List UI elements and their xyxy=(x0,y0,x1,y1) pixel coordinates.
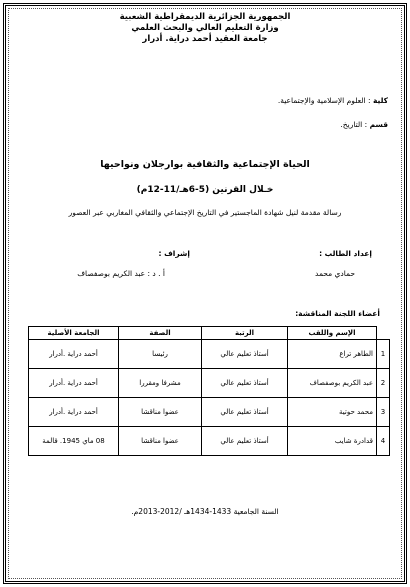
department-label: قسم xyxy=(369,120,388,129)
university-line: جامعة العقيد أحمد دراية. أدرار xyxy=(142,34,268,44)
col-header-rank: الرتبة xyxy=(202,327,288,340)
member-role: مشرفا ومقررا xyxy=(119,369,202,398)
member-university: أحمد دراية .أدرار xyxy=(29,340,119,369)
committee-header-row xyxy=(29,327,390,340)
member-name: محمد حوتية xyxy=(288,398,377,427)
table-row xyxy=(29,369,390,398)
col-header-university: الجامعة الأصلية xyxy=(29,327,119,340)
department-value: : التاريخ. xyxy=(340,120,368,129)
row-number: 4 xyxy=(377,427,390,456)
committee-label: أعضاء اللجنة المناقشة: xyxy=(295,309,380,318)
republic-line: الجمهورية الجزائرية الديمقراطية الشعبية xyxy=(119,12,291,22)
department-line xyxy=(340,120,388,129)
member-role: عضوا مناقشا xyxy=(119,398,202,427)
thesis-title: الحياة الإجتماعية والثقافية بوارجلان ونواحيها xyxy=(100,159,310,170)
supervisor-label: إشراف : xyxy=(158,249,190,258)
academic-year: السنة الجامعية 1433-1434هـ /2012-2013م. xyxy=(131,507,279,516)
num-header xyxy=(377,327,390,340)
student-name: حمادي محمد xyxy=(315,269,355,278)
col-header-role: الصفة xyxy=(119,327,202,340)
faculty-label: كلية xyxy=(372,96,388,105)
member-university: 08 ماي 1945. قالمة xyxy=(29,427,119,456)
committee-table xyxy=(28,326,390,456)
faculty-line xyxy=(278,96,388,105)
col-header-name: الإسم واللقب xyxy=(288,327,377,340)
member-rank: أستاذ تعليم عالي xyxy=(202,340,288,369)
member-name: قدادرة شايب xyxy=(288,427,377,456)
institution-header xyxy=(0,12,410,45)
faculty-value: : العلوم الإسلامية والإجتماعية. xyxy=(277,96,371,105)
member-name: الطاهر تراع xyxy=(288,340,377,369)
ministry-line: وزارة التعليم العالي والبحث العلمي xyxy=(131,23,279,33)
member-rank: أستاذ تعليم عالي xyxy=(202,427,288,456)
table-row xyxy=(29,398,390,427)
decorative-border-inner xyxy=(8,8,402,579)
member-role: عضوا مناقشا xyxy=(119,427,202,456)
student-label: إعداد الطالب : xyxy=(319,249,372,258)
row-number: 3 xyxy=(377,398,390,427)
member-role: رئيسا xyxy=(119,340,202,369)
row-number: 2 xyxy=(377,369,390,398)
row-number: 1 xyxy=(377,340,390,369)
member-name: عبد الكريم بوصفصاف xyxy=(288,369,377,398)
table-row xyxy=(29,427,390,456)
thesis-subtitle: رسالة مقدمة لنيل شهادة الماجستير في التاريخ الإجتماعي والثقافي المغاربي عبر العصور xyxy=(68,208,342,217)
member-university: أحمد دراية .أدرار xyxy=(29,398,119,427)
member-rank: أستاذ تعليم عالي xyxy=(202,369,288,398)
table-row xyxy=(29,340,390,369)
member-university: أحمد دراية .أدرار xyxy=(29,369,119,398)
supervisor-name: أ . د : عبد الكريم بوصفصاف xyxy=(77,269,165,278)
thesis-period: خـلال القرنين (5-6هـ/11-12م) xyxy=(136,185,274,195)
member-rank: أستاذ تعليم عالي xyxy=(202,398,288,427)
